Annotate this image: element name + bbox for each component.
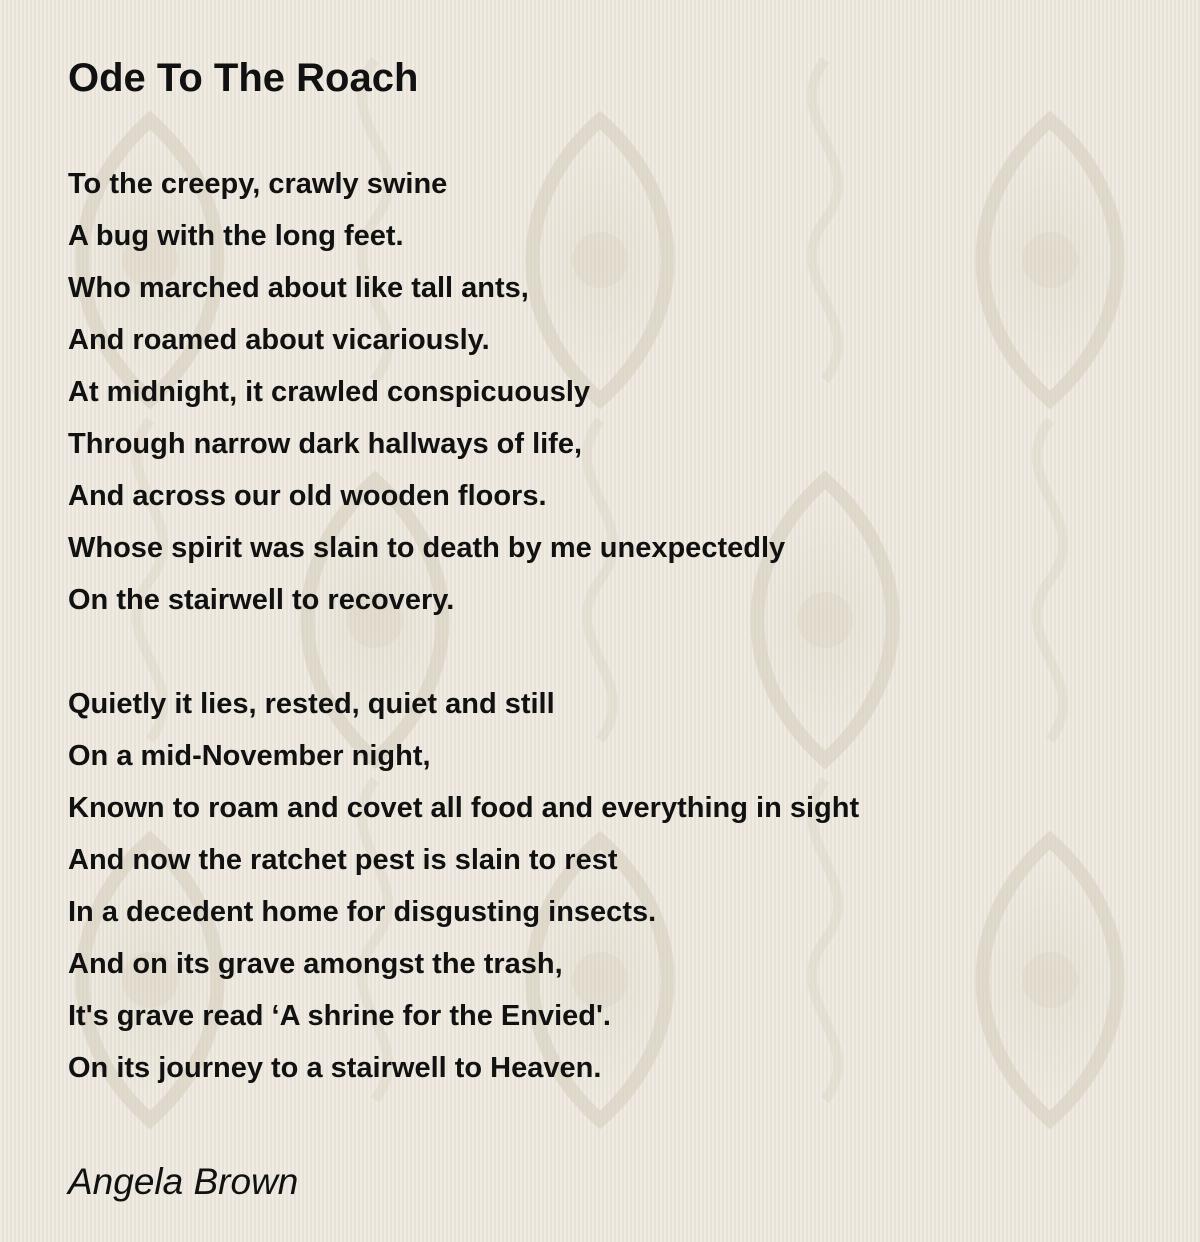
poem-line: It's grave read ‘A shrine for the Envied'. — [68, 1000, 611, 1032]
poem-line: And across our old wooden floors. — [68, 480, 547, 512]
poem-line: And roamed about vicariously. — [68, 324, 490, 356]
poem-line: On the stairwell to recovery. — [68, 584, 455, 616]
poem-line: To the creepy, crawly swine — [68, 168, 448, 200]
poem-line: In a decedent home for disgusting insects. — [68, 896, 657, 928]
poem-line: Who marched about like tall ants, — [68, 272, 529, 304]
poem-page — [68, 52, 1148, 1208]
poem-line: And on its grave amongst the trash, — [68, 948, 563, 980]
poem-line: A bug with the long feet. — [68, 220, 404, 252]
stanza-1 — [68, 158, 1148, 626]
poem-line: Through narrow dark hallways of life, — [68, 428, 583, 460]
poem-line: On its journey to a stairwell to Heaven. — [68, 1052, 602, 1084]
poem-line: Whose spirit was slain to death by me unexpectedly — [68, 532, 786, 564]
stanza-2 — [68, 678, 1148, 1094]
poem-line: And now the ratchet pest is slain to rest — [68, 844, 618, 876]
poem-line: Quietly it lies, rested, quiet and still — [68, 688, 555, 720]
poem-line: Known to roam and covet all food and everything in sight — [68, 792, 860, 824]
poem-title: Ode To The Roach — [68, 56, 419, 100]
poem-line: At midnight, it crawled conspicuously — [68, 376, 591, 408]
poem-line: On a mid-November night, — [68, 740, 431, 772]
poem-author: Angela Brown — [68, 1161, 299, 1202]
